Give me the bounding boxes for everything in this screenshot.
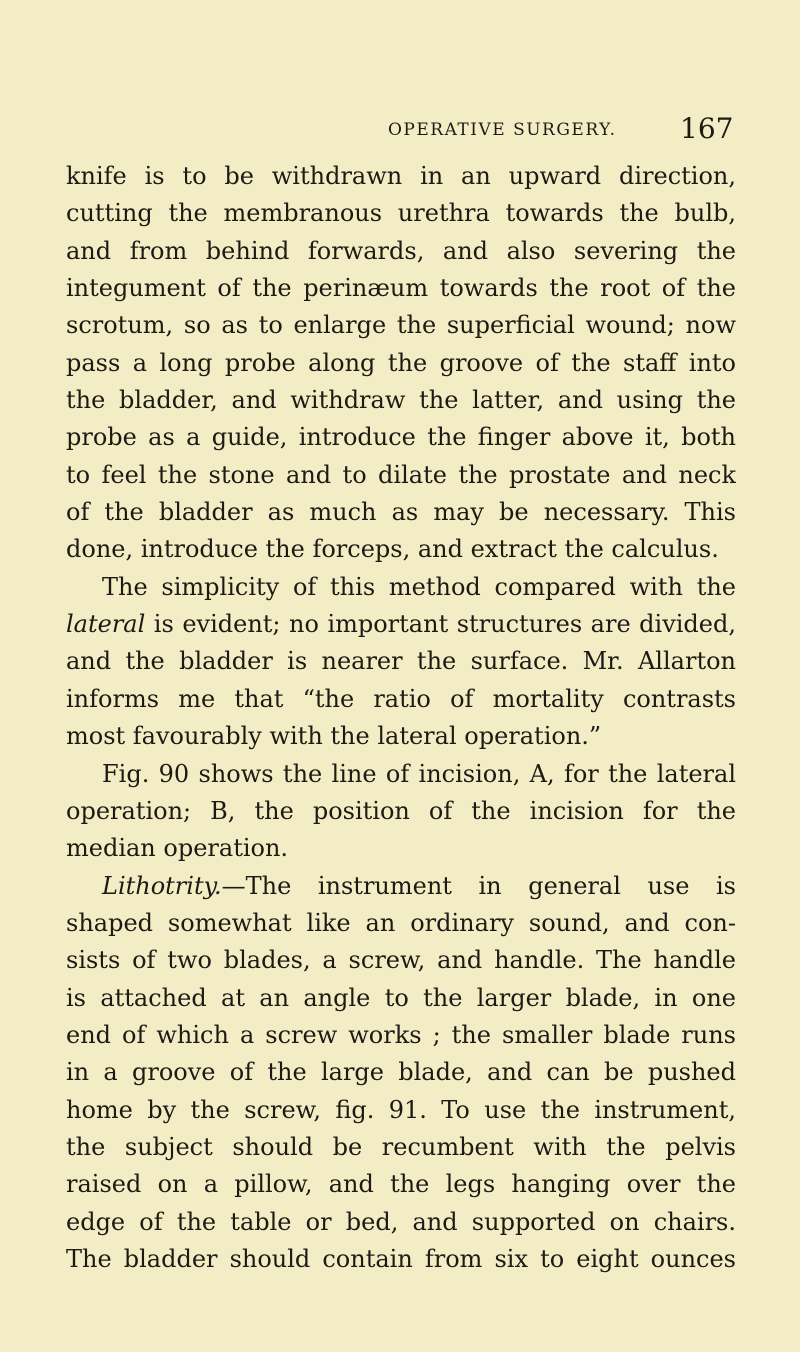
text-line: The simplicity of this method compared with the [102,572,736,601]
text-line: home by the screw, fig. 91. To use the instrument, [66,1095,736,1124]
running-head [0,112,800,154]
running-title: OPERATIVE SURGERY. [388,120,617,140]
text-line: and the bladder is nearer the surface. Mr. Allarton [66,647,736,676]
body-text [66,158,736,1278]
text-line: scrotum, so as to enlarge the superficial wound; now [66,311,736,340]
text-line: most favourably with the lateral operation.” [66,722,602,751]
text-line: probe as a guide, introduce the finger above it, both [66,423,736,452]
text-line: lateral is evident; no important structures are divided, [66,610,736,639]
text-line: is attached at an angle to the larger blade, in one [66,983,736,1012]
italic-heading: Lithotrity. [102,871,222,900]
text-line: the bladder, and withdraw the latter, and using the [66,386,736,415]
text-line: integument of the perinæum towards the root of the [66,274,736,303]
text-line: informs me that “the ratio of mortality contrasts [66,684,736,713]
text-line: raised on a pillow, and the legs hanging over the [66,1170,736,1199]
text-line: cutting the membranous urethra towards the bulb, [66,199,736,228]
text-line: Fig. 90 shows the line of incision, A, for the lateral [102,759,736,788]
text-line: pass a long probe along the groove of the staff into [66,348,736,377]
text-line: to feel the stone and to dilate the prostate and neck [66,460,736,489]
text-line: operation; B, the position of the incision for the [66,796,736,825]
text-line: The bladder should contain from six to eight ounces [66,1244,736,1273]
italic-term: lateral [66,610,146,639]
text-line: of the bladder as much as may be necessary. This [66,498,736,527]
text-line: Lithotrity.—The instrument in general use is [102,871,736,900]
text-line: edge of the table or bed, and supported on chairs. [66,1207,736,1236]
text-line: shaped somewhat like an ordinary sound, and con- [66,908,736,937]
text-line: end of which a screw works ; the smaller blade runs [66,1020,736,1049]
page-number: 167 [680,112,734,145]
text-line: and from behind forwards, and also severing the [66,236,736,265]
text-line: done, introduce the forceps, and extract the calculus. [66,535,719,564]
text-line: the subject should be recumbent with the pelvis [66,1132,736,1161]
text-line: in a groove of the large blade, and can be pushed [66,1058,736,1087]
text-line: median operation. [66,834,289,863]
text-line: sists of two blades, a screw, and handle. The handle [66,946,736,975]
text-line: knife is to be withdrawn in an upward direction, [66,162,736,190]
